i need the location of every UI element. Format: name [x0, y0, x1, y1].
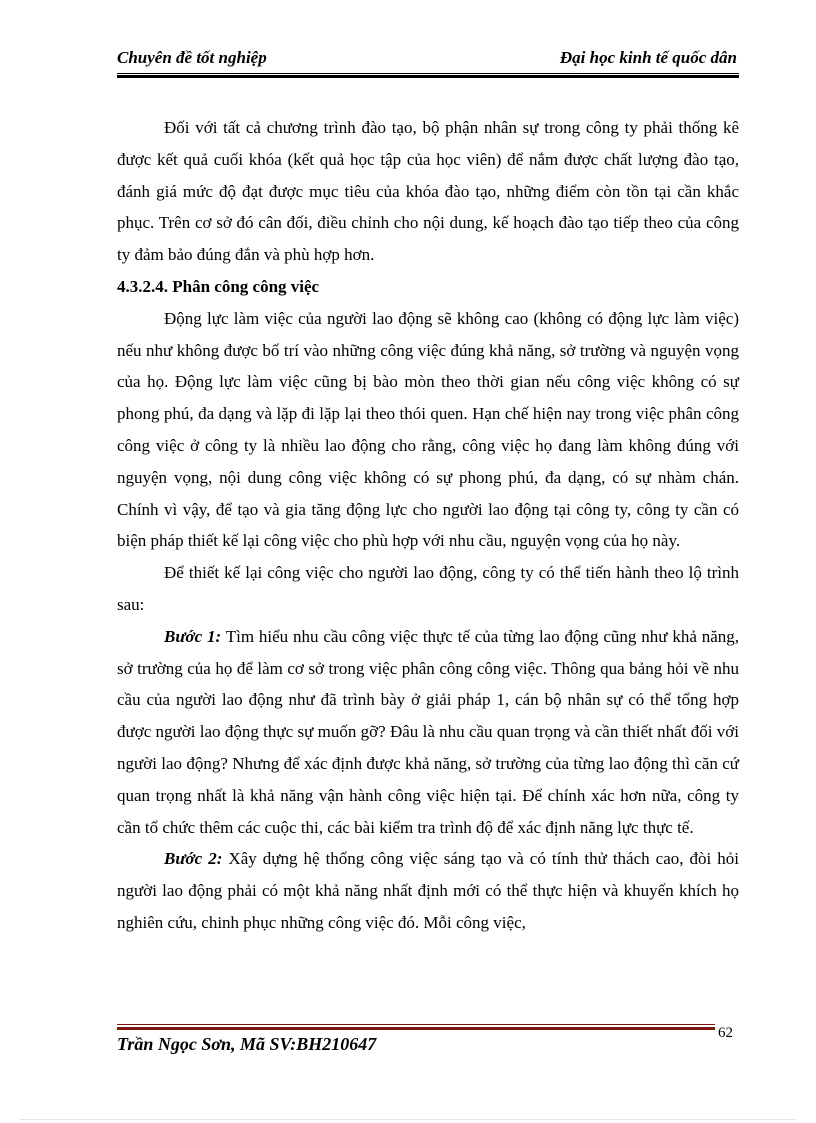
paragraph-training-evaluation: Đối với tất cả chương trình đào tạo, bộ phận nhân sự trong công ty phải thống kê được kết quả cuối khóa (kết quả học tập của học viên) để nắm được chất lượng đào tạo, đánh giá mức độ đạt được mục tiêu của khóa đào tạo, những điểm còn tồn tại cần khắc phục. Trên cơ sở đó cân đối, điều chỉnh cho nội dung, kế hoạch đào tạo tiếp theo của công ty đảm bảo đúng đắn và phù hợp hơn.	[117, 118, 739, 265]
header-divider	[117, 73, 739, 74]
step-2-label: Bước 2:	[164, 849, 223, 869]
page-header	[117, 48, 737, 72]
header-divider-thick	[117, 75, 739, 78]
page-number: 62	[718, 1025, 733, 1041]
header-thesis-type: Chuyên đề tốt nghiệp	[117, 48, 267, 67]
paragraph-step-2	[117, 843, 739, 938]
header-university: Đại học kinh tế quốc dân	[559, 48, 737, 67]
step-2-text: Xây dựng hệ thống công việc sáng tạo và có tính thử thách cao, đòi hỏi người lao động phải có một khả năng nhất định mới có thể thực hiện và khuyến khích họ nghiên cứu, chinh phục những công việc đó. Mỗi công việc,	[117, 849, 740, 932]
paragraph-job-redesign-intro: Để thiết kế lại công việc cho người lao động, công ty có thể tiến hành theo lộ trình sau:	[117, 563, 739, 614]
page-bottom-edge	[20, 1119, 796, 1120]
page-body	[117, 112, 739, 939]
paragraph-step-1	[117, 621, 739, 844]
footer-divider	[117, 1024, 715, 1025]
footer-author: Trần Ngọc Sơn, Mã SV:BH210647	[117, 1034, 377, 1054]
paragraph-work-motivation: Động lực làm việc của người lao động sẽ không cao (không có động lực làm việc) nếu như không được bố trí vào những công việc đúng khả năng, sở trường và nguyện vọng của họ. Động lực làm việc cũng bị bào mòn theo thời gian nếu công việc không có sự phong phú, đa dạng và lặp đi lặp lại theo thói quen. Hạn chế hiện nay trong việc phân công công việc ở công ty là nhiều lao động cho rằng, công việc họ đang làm không đúng với nguyện vọng, nội dung công việc không có sự phong phú, đa dạng, có sự nhàm chán. Chính vì vậy, để tạo và gia tăng động lực cho người lao động tại công ty, công ty cần có biện pháp thiết kế lại công việc cho phù hợp với nhu cầu, nguyện vọng của họ này.	[117, 308, 739, 551]
step-1-text: Tìm hiểu nhu cầu công việc thực tế của từng lao động cũng như khả năng, sở trường của họ để làm cơ sở trong việc phân công công việc. Thông qua bảng hỏi về nhu cầu của người lao động như đã trình bày ở giải pháp 1, cán bộ nhân sự có thể tổng hợp được người lao động thực sự muốn gỡ? Đâu là nhu cầu quan trọng và cần thiết nhất đối với người lao động? Nhưng để xác định được khả năng, sở trường của từng lao động thì căn cứ quan trọng nhất là khả năng vận hành công việc hiện tại. Để chính xác hơn nữa, công ty cần tổ chức thêm các cuộc thi, các bài kiểm tra trình độ để xác định năng lực thực tế.	[117, 626, 740, 837]
step-1-label: Bước 1:	[164, 626, 222, 646]
footer-divider-thick	[117, 1027, 715, 1030]
section-heading: 4.3.2.4. Phân công công việc	[117, 276, 320, 296]
